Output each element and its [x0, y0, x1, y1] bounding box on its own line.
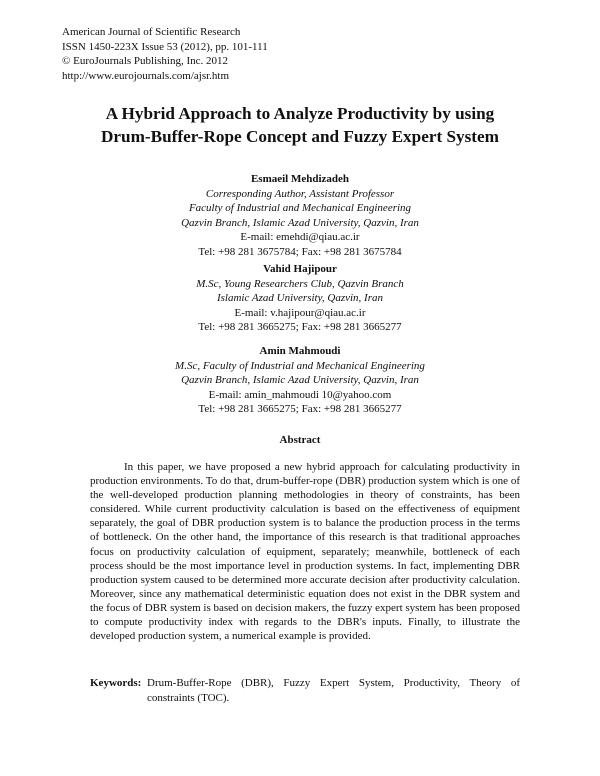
journal-publisher: © EuroJournals Publishing, Inc. 2012 [62, 55, 229, 67]
author-email[interactable]: E-mail: amin_mahmoudi 10@yahoo.com [208, 388, 392, 401]
journal-name: American Journal of Scientific Research [62, 26, 241, 38]
author-name: Amin Mahmoudi [259, 345, 341, 357]
author-affiliation-line: Qazvin Branch, Islamic Azad University, Qazvin, Iran [181, 374, 419, 386]
author-affiliation-line: M.Sc, Faculty of Industrial and Mechanical Engineering [175, 359, 425, 372]
author-affiliation-line: Faculty of Industrial and Mechanical Engineering [188, 202, 412, 214]
paper-title [0, 102, 600, 148]
title-line-2: Drum-Buffer-Rope Concept and Fuzzy Expert System [101, 127, 499, 146]
author-email[interactable]: E-mail: emehdi@qiau.ac.ir [240, 231, 360, 243]
keywords-label: Keywords: [90, 677, 142, 689]
author-block-2 [0, 262, 600, 335]
author-tel: Tel: +98 281 3675784; Fax: +98 281 3675784 [198, 245, 402, 258]
journal-issn: ISSN 1450-223X Issue 53 (2012), pp. 101-111 [62, 40, 268, 53]
author-affiliation-line: M.Sc, Young Researchers Club, Qazvin Branch [196, 277, 404, 290]
author-tel: Tel: +98 281 3665275; Fax: +98 281 3665277 [198, 321, 402, 333]
journal-url[interactable]: http://www.eurojournals.com/ajsr.htm [62, 69, 230, 82]
author-block-3 [0, 344, 600, 417]
author-affiliation-line: Islamic Azad University, Qazvin, Iran [216, 292, 383, 304]
author-tel: Tel: +98 281 3665275; Fax: +98 281 3665277 [198, 403, 402, 415]
author-affiliation-line: Corresponding Author, Assistant Professor [205, 187, 395, 200]
author-name: Esmaeil Mehdizadeh [250, 173, 350, 185]
title-line-1: A Hybrid Approach to Analyze Productivity by using [105, 104, 495, 123]
author-affiliation-line: Qazvin Branch, Islamic Azad University, Qazvin, Iran [181, 216, 419, 229]
author-email[interactable]: E-mail: v.hajipour@qiau.ac.ir [234, 306, 366, 319]
keywords [90, 676, 520, 705]
author-block-1 [0, 172, 600, 259]
journal-header [62, 25, 268, 83]
keywords-text: Drum-Buffer-Rope (DBR), Fuzzy Expert System, Productivity, Theory of constraints (TOC). [147, 677, 520, 704]
author-name: Vahid Hajipour [263, 263, 337, 275]
abstract-text: In this paper, we have proposed a new hybrid approach for calculating productivity in production environments. To do that, drum-buffer-rope (DBR) production system which is one of the well-developed production planning methodologies in theory of constraints, has been considered. While current productivity calculation is based on the effectiveness of equipment separately, the goal of DBR production system is to balance the production process in the terms of bottleneck. On the other hand, the importance of this research is that traditional approaches focus on productivity calculation of equipment, separately; meanwhile, bottleneck of each process should be the most importance level in production systems. In fact, implementing DBR production system caused to be determined more accurate decision after productivity calculation. Moreover, since any mathematical deterministic equation does not exist in the DBR system and the focus of DBR system is based on decision makers, the fuzzy expert system has been proposed to compute productivity index with regards to the DBR's inputs. Finally, to illustrate the developed production system, a numerical example is provided. [90, 461, 520, 643]
abstract-heading: Abstract [279, 434, 321, 446]
